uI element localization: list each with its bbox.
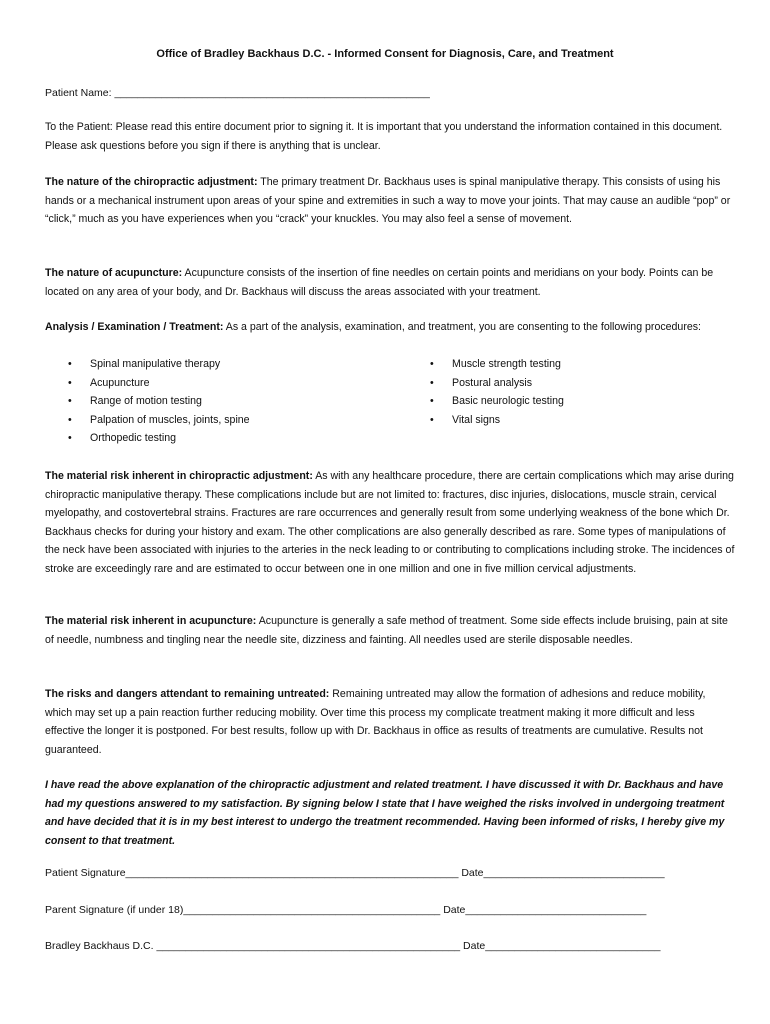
intro-paragraph: To the Patient: Please read this entire document prior to signing it. It is important that you understand the information contained in this document. Please ask questions before you sign if there is anything that is unclear.	[45, 121, 723, 152]
risk-chiropractic-text: As with any healthcare procedure, there are certain complications which may arise during chiropractic manipulative therapy. These complications include but are not limited to: fractures, disc injuries, dislocations, muscle strain, cervical myelopathy, and costovertebral strains. Fractures are rare occurrences and generally result from some underlying weakness of the bone which Dr. Backhaus checks for during your history and exam. The other complications are also generally described as rare. Some types of manipulations of the neck have been associated with injuries to the arteries in the neck leading to or contributing to complications including stroke. The incidences of stroke are exceedingly rare and are estimated to occur between one in one million and one in five million cervical adjustments.	[45, 470, 735, 575]
doctor-signature-line: Bradley Backhaus D.C. ____________________________________________________ Date______________________________	[45, 940, 661, 952]
list-item: • Vital signs	[430, 411, 564, 430]
risk-acupuncture-text: Acupuncture is generally a safe method of treatment. Some side effects include bruising, pain at site of needle, numbness and tingling near the needle site, dizziness and fainting. All needles used are sterile disposable needles.	[45, 615, 728, 646]
list-item: • Muscle strength testing	[430, 355, 564, 374]
list-item: • Palpation of muscles, joints, spine	[68, 411, 250, 430]
list-item: • Orthopedic testing	[68, 429, 250, 448]
list-item: • Basic neurologic testing	[430, 392, 564, 411]
risk-acupuncture-section	[45, 612, 735, 649]
patient-name-line: Patient Name: ______________________________________________________	[45, 87, 430, 99]
risk-untreated-heading: The risks and dangers attendant to remaining untreated:	[45, 688, 330, 700]
nature-chiropractic-text: The primary treatment Dr. Backhaus uses is spinal manipulative therapy. This consists of using his hands or a mechanical instrument upon areas of your spine and extremities in such a way to move your joints. That may cause an audible “pop” or “click,” much as you have experiences when you “crack” your knuckles. You may also feel a sense of movement.	[45, 176, 731, 225]
nature-acupuncture-text: Acupuncture consists of the insertion of fine needles on certain points and meridians on your body. Points can be located on any area of your body, and Dr. Backhaus will discuss the areas associated with your treatment.	[45, 267, 714, 298]
risk-acupuncture-heading: The material risk inherent in acupuncture:	[45, 615, 257, 627]
patient-signature-line: Patient Signature_________________________________________________________ Date_______________________________	[45, 867, 665, 879]
list-item: • Range of motion testing	[68, 392, 250, 411]
nature-acupuncture-section	[45, 264, 735, 301]
analysis-heading: Analysis / Examination / Treatment:	[45, 321, 224, 333]
consent-statement: I have read the above explanation of the chiropractic adjustment and related treatment. I have discussed it with Dr. Backhaus and have had my questions answered to my satisfaction. By signing below I state that I have weighed the risks involved in undergoing treatment and have decided that it is in my best interest to undergo the treatment recommended. Having been informed of risks, I hereby give my consent to that treatment.	[45, 779, 725, 847]
risk-untreated-section	[45, 685, 735, 759]
procedures-list-left	[68, 355, 250, 448]
nature-acupuncture-heading: The nature of acupuncture:	[45, 267, 183, 279]
nature-chiropractic-section	[45, 173, 735, 229]
risk-chiropractic-heading: The material risk inherent in chiropractic adjustment:	[45, 470, 313, 482]
list-item: • Spinal manipulative therapy	[68, 355, 250, 374]
risk-chiropractic-section	[45, 467, 735, 578]
list-item: • Acupuncture	[68, 374, 250, 393]
analysis-section	[45, 318, 735, 337]
analysis-text: As a part of the analysis, examination, and treatment, you are consenting to the following procedures:	[223, 321, 701, 333]
procedures-list-right	[430, 355, 564, 429]
parent-signature-line: Parent Signature (if under 18)____________________________________________ Date_______________________________	[45, 904, 647, 916]
document-title: Office of Bradley Backhaus D.C. - Informed Consent for Diagnosis, Care, and Treatment	[156, 48, 614, 60]
list-item: • Postural analysis	[430, 374, 564, 393]
nature-chiropractic-heading: The nature of the chiropractic adjustment:	[45, 176, 258, 188]
risk-untreated-text: Remaining untreated may allow the formation of adhesions and reduce mobility, which may set up a pain reaction further reducing mobility. Over time this process my complicate treatment making it more difficult and less effective the longer it is postponed. For best results, follow up with Dr. Backhaus in office as results of treatments are cumulative. Results not guaranteed.	[45, 688, 706, 756]
